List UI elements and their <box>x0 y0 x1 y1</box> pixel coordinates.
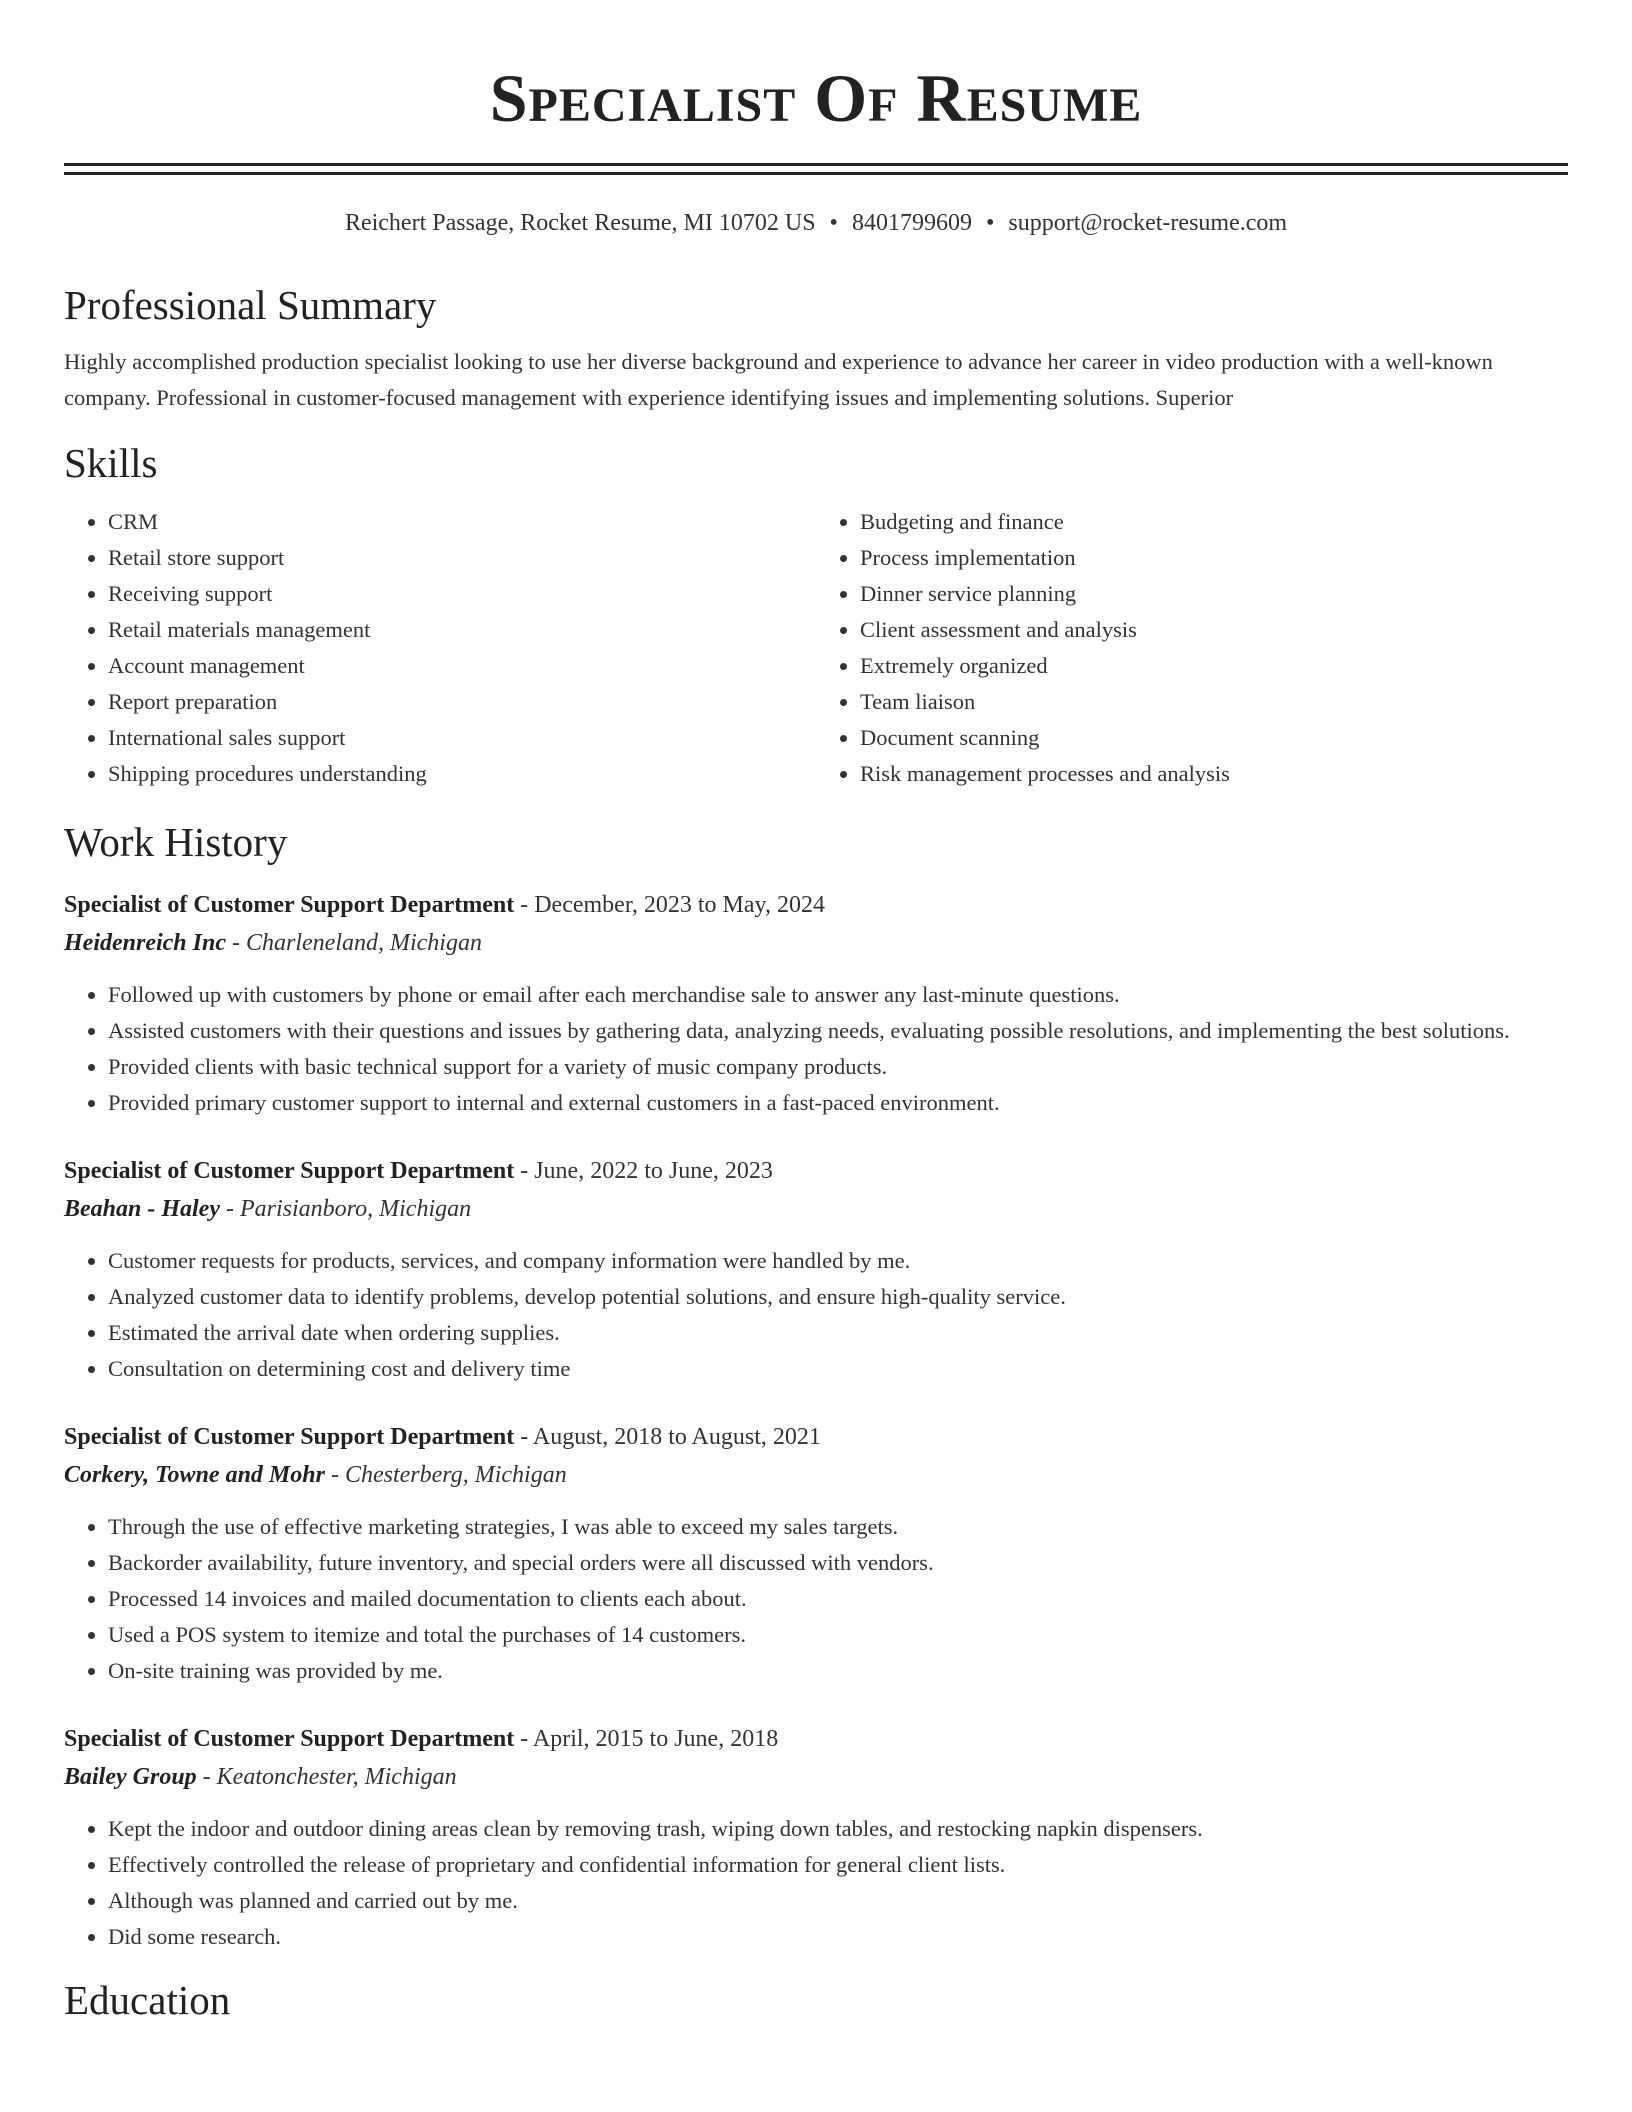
header-divider-bottom <box>64 172 1568 175</box>
job-company: Bailey Group <box>64 1764 197 1790</box>
job-entry <box>64 1721 1568 1955</box>
job-company-line <box>64 1759 1568 1795</box>
skill-item: • Budgeting and finance <box>860 504 1568 540</box>
contact-line <box>64 208 1568 238</box>
job-company-separator: - <box>324 1462 345 1488</box>
skill-item: • Client assessment and analysis <box>860 612 1568 648</box>
contact-separator: • <box>985 210 995 236</box>
skill-item: • Retail store support <box>108 540 816 576</box>
skill-item: • Dinner service planning <box>860 576 1568 612</box>
job-location: Charleneland, Michigan <box>246 930 482 956</box>
skills-column-right <box>816 504 1568 792</box>
job-bullets <box>64 1509 1568 1689</box>
contact-address: Reichert Passage, Rocket Resume, MI 10702 US <box>344 210 816 236</box>
job-location: Chesterberg, Michigan <box>344 1462 567 1488</box>
job-bullet: • On-site training was provided by me. <box>108 1653 1568 1689</box>
job-company-line <box>64 1457 1568 1493</box>
skill-item: • Extremely organized <box>860 648 1568 684</box>
skill-item: • Process implementation <box>860 540 1568 576</box>
job-bullet: • Backorder availability, future inventory, and special orders were all discussed with vendors. <box>108 1545 1568 1581</box>
job-bullet: • Analyzed customer data to identify problems, develop potential solutions, and ensure high-quality service. <box>108 1279 1568 1315</box>
skill-item: • CRM <box>108 504 816 540</box>
job-dates: December, 2023 to May, 2024 <box>534 892 825 918</box>
job-title-separator: - <box>514 1158 535 1184</box>
job-bullet: • Effectively controlled the release of proprietary and confidential information for general client lists. <box>108 1847 1568 1883</box>
skill-item: • Document scanning <box>860 720 1568 756</box>
skill-item: • Receiving support <box>108 576 816 612</box>
job-title: Specialist of Customer Support Department <box>64 1726 515 1752</box>
job-company: Corkery, Towne and Mohr <box>64 1462 325 1488</box>
job-title-line <box>64 1419 1568 1455</box>
skill-item: • Retail materials management <box>108 612 816 648</box>
job-dates: June, 2022 to June, 2023 <box>534 1158 773 1184</box>
job-bullet: • Customer requests for products, services, and company information were handled by me. <box>108 1243 1568 1279</box>
skill-item: • Shipping procedures understanding <box>108 756 816 792</box>
work-history-heading: Work History <box>64 819 288 865</box>
skills-list <box>64 504 1568 792</box>
skill-item: • Risk management processes and analysis <box>860 756 1568 792</box>
job-company-line <box>64 925 1568 961</box>
job-bullet: • Assisted customers with their questions and issues by gathering data, analyzing needs, evaluating possible resolutions, and implementing the best solutions. <box>108 1013 1568 1049</box>
job-title-separator: - <box>514 1726 533 1752</box>
skill-item: • Report preparation <box>108 684 816 720</box>
work-history-list <box>64 887 1568 1955</box>
summary-heading: Professional Summary <box>64 282 437 328</box>
skill-item: • Account management <box>108 648 816 684</box>
job-title-line <box>64 1721 1568 1757</box>
job-bullet: • Did some research. <box>108 1919 1568 1955</box>
job-bullets <box>64 1811 1568 1955</box>
job-entry <box>64 1419 1568 1689</box>
skills-heading: Skills <box>64 440 158 486</box>
job-bullet: • Processed 14 invoices and mailed documentation to clients each about. <box>108 1581 1568 1617</box>
job-entry <box>64 1153 1568 1387</box>
job-title-separator: - <box>514 892 535 918</box>
job-bullets <box>64 977 1568 1121</box>
job-bullet: • Consultation on determining cost and delivery time <box>108 1351 1568 1387</box>
summary-text: Highly accomplished production specialist looking to use her diverse background and experience to advance her career in video production with a well-known company. Professional in customer-focused management with experience identifying issues and implementing solutions. Superior <box>64 349 1493 410</box>
job-bullet: • Through the use of effective marketing strategies, I was able to exceed my sales targets. <box>108 1509 1568 1545</box>
skill-item: • Team liaison <box>860 684 1568 720</box>
contact-separator: • <box>829 210 838 236</box>
contact-phone: 8401799609 <box>851 210 972 236</box>
job-company: Heidenreich Inc <box>64 930 226 956</box>
skills-column-left <box>64 504 816 792</box>
job-company-separator: - <box>226 930 246 956</box>
job-company: Beahan - Haley <box>64 1196 220 1222</box>
job-company-separator: - <box>196 1764 217 1790</box>
job-entry <box>64 887 1568 1121</box>
resume-page <box>64 0 1568 2025</box>
job-title-separator: - <box>514 1424 533 1450</box>
job-location: Keatonchester, Michigan <box>216 1764 457 1790</box>
job-title-line <box>64 887 1568 923</box>
job-location: Parisianboro, Michigan <box>240 1196 472 1222</box>
job-bullet: • Used a POS system to itemize and total the purchases of 14 customers. <box>108 1617 1568 1653</box>
job-bullets <box>64 1243 1568 1387</box>
job-title: Specialist of Customer Support Department <box>64 1424 515 1450</box>
job-bullet: • Kept the indoor and outdoor dining areas clean by removing trash, wiping down tables, and restocking napkin dispensers. <box>108 1811 1568 1847</box>
job-title: Specialist of Customer Support Department <box>64 892 515 918</box>
job-dates: April, 2015 to June, 2018 <box>532 1726 779 1752</box>
job-dates: August, 2018 to August, 2021 <box>532 1424 821 1450</box>
job-bullet: • Followed up with customers by phone or email after each merchandise sale to answer any last-minute questions. <box>108 977 1568 1013</box>
job-company-line <box>64 1191 1568 1227</box>
education-heading: Education <box>64 1977 231 2023</box>
job-bullet: • Estimated the arrival date when ordering supplies. <box>108 1315 1568 1351</box>
contact-email: support@rocket-resume.com <box>1008 210 1288 236</box>
job-bullet: • Provided clients with basic technical support for a variety of music company products. <box>108 1049 1568 1085</box>
header-divider-top <box>64 163 1568 166</box>
job-bullet: • Although was planned and carried out by me. <box>108 1883 1568 1919</box>
job-bullet: • Provided primary customer support to internal and external customers in a fast-paced environment. <box>108 1085 1568 1121</box>
job-company-separator: - <box>220 1196 240 1222</box>
resume-name: Specialist Of Resume <box>489 60 1143 136</box>
job-title-line <box>64 1153 1568 1189</box>
skill-item: • International sales support <box>108 720 816 756</box>
job-title: Specialist of Customer Support Department <box>64 1158 515 1184</box>
